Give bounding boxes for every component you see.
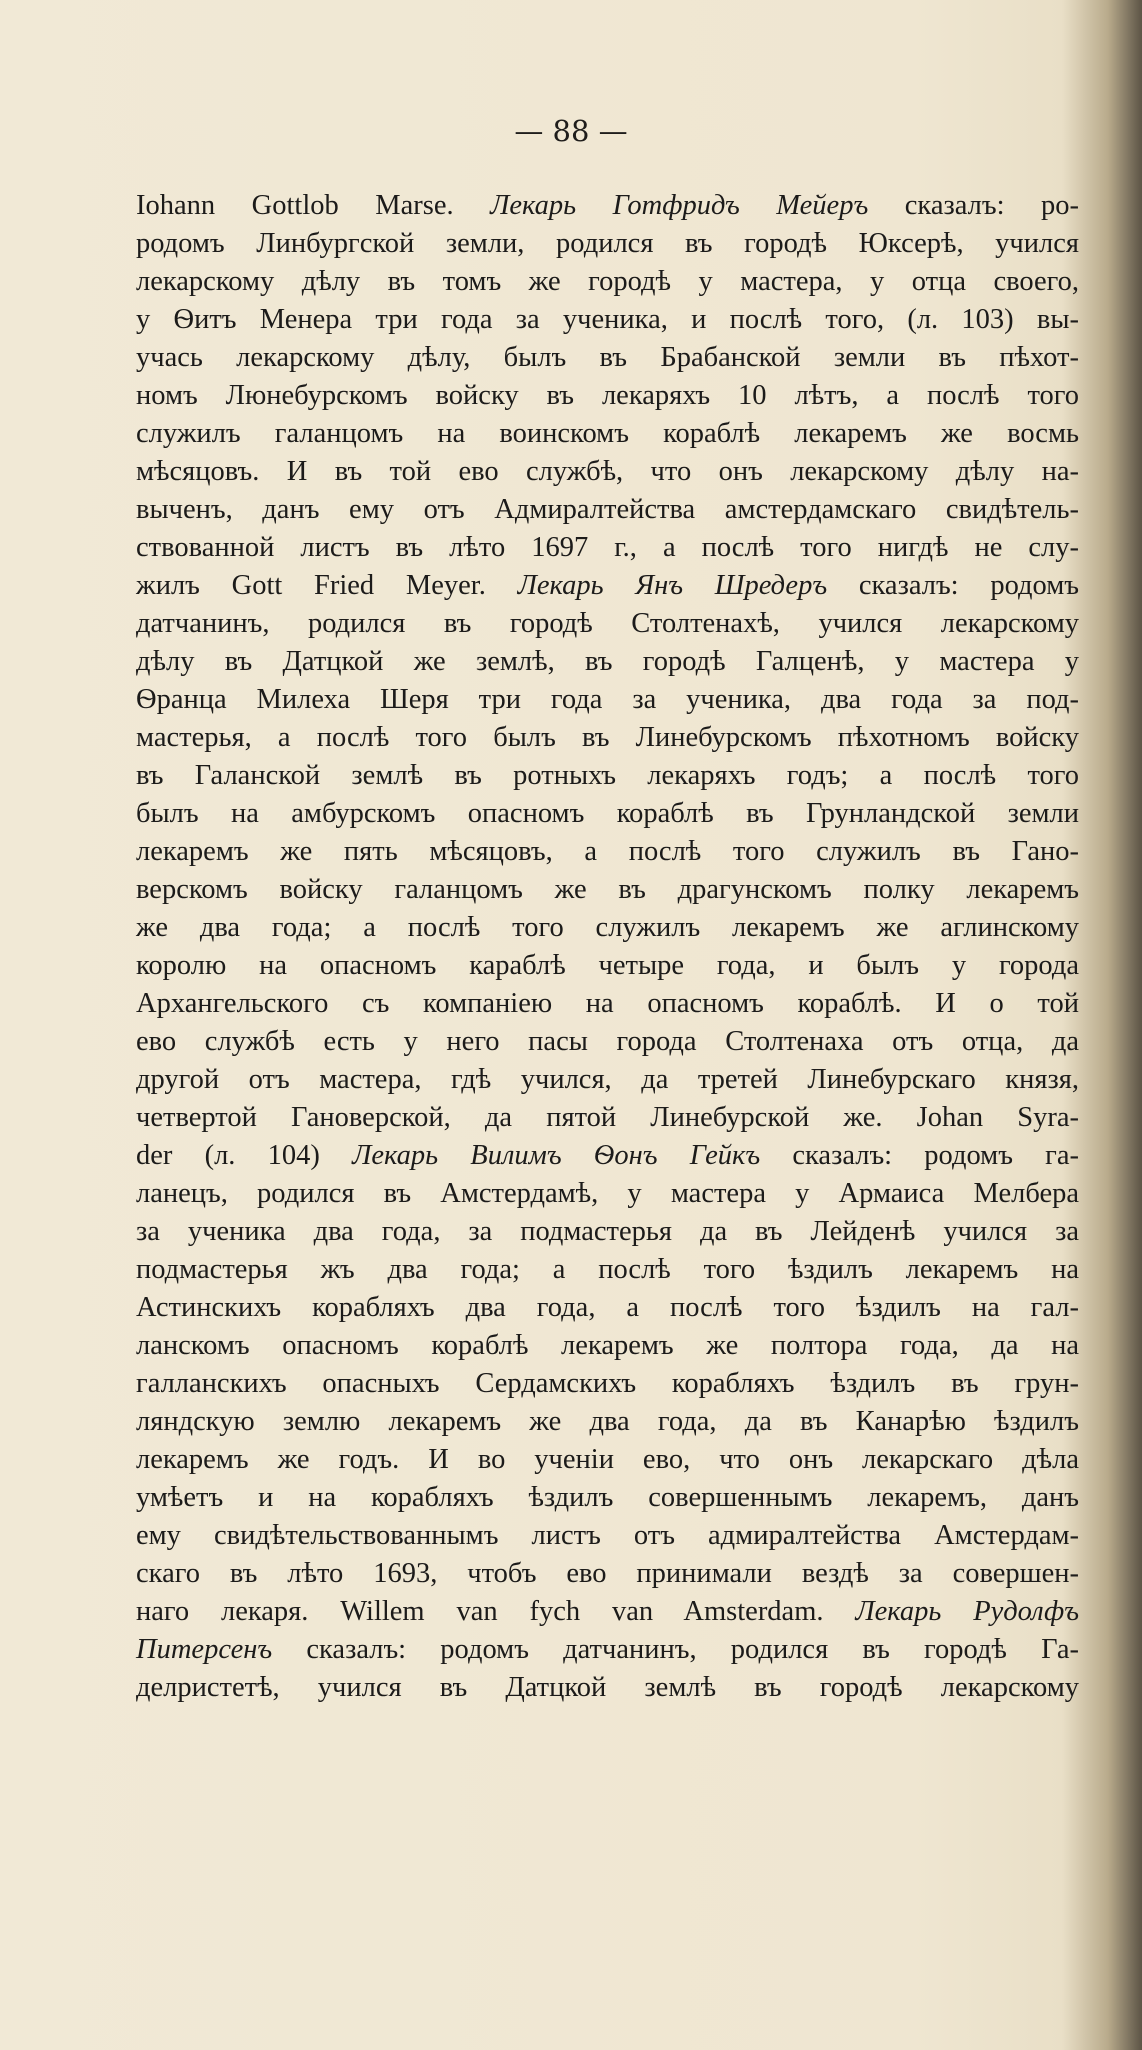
text-segment: лекаремъ же годъ. И во ученіи ево, что онъ лекарскаго дѣла xyxy=(136,1444,1079,1475)
text-segment: сказалъ: родомъ датчанинъ, родился въ городѣ Га- xyxy=(272,1634,1079,1665)
text-segment: сказалъ: родомъ xyxy=(827,570,1079,601)
text-segment: за ученика два года, за подмастерья да въ Лейденѣ учился за xyxy=(136,1216,1079,1247)
text-segment: сказалъ: родомъ га- xyxy=(760,1140,1079,1171)
text-segment: скаго въ лѣто 1693, чтобъ ево принимали вездѣ за совершен- xyxy=(136,1558,1079,1589)
italic-name-segment: Лекарь Янъ Шредеръ xyxy=(517,570,828,601)
text-segment: Ѳранца Милеха Шеря три года за ученика, два года за под- xyxy=(136,684,1079,715)
text-line xyxy=(136,1213,1079,1251)
text-line xyxy=(136,643,1079,681)
text-line xyxy=(136,1555,1079,1593)
text-segment: у Ѳитъ Менера три года за ученика, и послѣ того, (л. 103) вы- xyxy=(136,304,1079,335)
text-line xyxy=(136,947,1079,985)
text-segment: лекаремъ же пять мѣсяцовъ, а послѣ того служилъ въ Гано- xyxy=(136,836,1079,867)
text-segment: мѣсяцовъ. И въ той ево службѣ, что онъ лекарскому дѣлу на- xyxy=(136,456,1079,487)
text-line xyxy=(136,453,1079,491)
text-segment: Архангельского съ компаніею на опасномъ кораблѣ. И о той xyxy=(136,988,1079,1019)
text-segment: жилъ Gott Fried Meyer. xyxy=(136,570,518,601)
text-line xyxy=(136,719,1079,757)
text-line xyxy=(136,1517,1079,1555)
text-line xyxy=(136,187,1079,225)
text-line xyxy=(136,1631,1079,1669)
text-line xyxy=(136,833,1079,871)
text-segment: учась лекарскому дѣлу, былъ въ Брабанской земли въ пѣхот- xyxy=(136,342,1079,373)
text-segment: мастерья, а послѣ того былъ въ Линебурскомъ пѣхотномъ войску xyxy=(136,722,1079,753)
text-line xyxy=(136,757,1079,795)
text-segment: другой отъ мастера, гдѣ учился, да третей Линебурскаго князя, xyxy=(136,1064,1079,1095)
text-line xyxy=(136,605,1079,643)
text-line xyxy=(136,1175,1079,1213)
text-segment: дѣлу въ Датцкой же землѣ, въ городѣ Галценѣ, у мастера у xyxy=(136,646,1079,677)
text-segment: королю на опасномъ караблѣ четыре года, и былъ у города xyxy=(136,950,1079,981)
text-segment: верскомъ войску галанцомъ же въ драгунскомъ полку лекаремъ xyxy=(136,874,1079,905)
text-segment: ляндскую землю лекаремъ же два года, да въ Канарѣю ѣздилъ xyxy=(136,1406,1079,1437)
italic-name-segment: Лекарь Рудолфъ xyxy=(855,1596,1079,1627)
text-line xyxy=(136,491,1079,529)
text-segment: родомъ Линбургской земли, родился въ городѣ Юксерѣ, учился xyxy=(136,228,1079,259)
text-segment: лекарскому дѣлу въ томъ же городѣ у мастера, у отца своего, xyxy=(136,266,1079,297)
text-line xyxy=(136,225,1079,263)
text-segment: ему свидѣтельствованнымъ листъ отъ адмиралтейства Амстердам- xyxy=(136,1520,1079,1551)
text-segment: наго лекаря. Willem van fych van Amsterdam. xyxy=(136,1596,856,1627)
text-line xyxy=(136,909,1079,947)
text-line xyxy=(136,301,1079,339)
text-segment: же два года; а послѣ того служилъ лекаремъ же аглинскому xyxy=(136,912,1079,943)
text-line xyxy=(136,795,1079,833)
text-segment: умѣетъ и на корабляхъ ѣздилъ совершеннымъ лекаремъ, данъ xyxy=(136,1482,1079,1513)
text-line xyxy=(136,263,1079,301)
body-text xyxy=(136,187,1079,1707)
text-line xyxy=(136,1061,1079,1099)
text-line xyxy=(136,1669,1079,1707)
text-line xyxy=(136,415,1079,453)
text-line xyxy=(136,1289,1079,1327)
text-segment: служилъ галанцомъ на воинскомъ кораблѣ лекаремъ же восмь xyxy=(136,418,1079,449)
text-line xyxy=(136,529,1079,567)
text-segment: ланецъ, родился въ Амстердамѣ, у мастера у Армаиса Мелбера xyxy=(136,1178,1079,1209)
text-segment: номъ Люнебурскомъ войску въ лекаряхъ 10 лѣтъ, а послѣ того xyxy=(136,380,1079,411)
text-line xyxy=(136,1251,1079,1289)
text-segment: въ Галанской землѣ въ ротныхъ лекаряхъ годъ; а послѣ того xyxy=(136,760,1079,791)
text-line xyxy=(136,339,1079,377)
text-line xyxy=(136,985,1079,1023)
text-line xyxy=(136,871,1079,909)
text-segment: ланскомъ опасномъ кораблѣ лекаремъ же полтора года, да на xyxy=(136,1330,1079,1361)
text-line xyxy=(136,1137,1079,1175)
text-line xyxy=(136,1327,1079,1365)
text-segment: делристетѣ, учился въ Датцкой землѣ въ городѣ лекарскому xyxy=(136,1672,1079,1703)
text-line xyxy=(136,681,1079,719)
text-line xyxy=(136,1479,1079,1517)
italic-name-segment: Лекарь Вилимъ Ѳонъ Гейкъ xyxy=(352,1140,761,1171)
text-segment: выченъ, данъ ему отъ Адмиралтейства амстердамскаго свидѣтель- xyxy=(136,494,1079,525)
text-segment: былъ на амбурскомъ опасномъ кораблѣ въ Грунландской земли xyxy=(136,798,1079,829)
text-line xyxy=(136,567,1079,605)
text-line xyxy=(136,1403,1079,1441)
page-number: — 88 — xyxy=(514,114,628,148)
text-line xyxy=(136,1441,1079,1479)
text-segment: четвертой Гановерской, да пятой Линебурской же. Johan Syra- xyxy=(136,1102,1079,1133)
italic-name-segment: Лекарь Готфридъ Мейеръ xyxy=(490,190,869,221)
text-segment: Астинскихъ корабляхъ два года, а послѣ того ѣздилъ на гал- xyxy=(136,1292,1079,1323)
text-line xyxy=(136,1365,1079,1403)
text-segment: Iohann Gottlob Marse. xyxy=(136,190,491,221)
text-segment: сказалъ: ро- xyxy=(868,190,1080,221)
text-segment: галланскихъ опасныхъ Сердамскихъ корабляхъ ѣздилъ въ грун- xyxy=(136,1368,1079,1399)
text-line xyxy=(136,1593,1079,1631)
text-segment: подмастерья жъ два года; а послѣ того ѣздилъ лекаремъ на xyxy=(136,1254,1079,1285)
text-segment: датчанинъ, родился въ городѣ Столтенахѣ, учился лекарскому xyxy=(136,608,1079,639)
text-segment: ствованной листъ въ лѣто 1697 г., а послѣ того нигдѣ не слу- xyxy=(136,532,1079,563)
text-segment: der (л. 104) xyxy=(136,1140,353,1171)
text-line xyxy=(136,377,1079,415)
text-line xyxy=(136,1099,1079,1137)
text-line xyxy=(136,1023,1079,1061)
text-segment: ево службѣ есть у него пасы города Столтенаха отъ отца, да xyxy=(136,1026,1079,1057)
italic-name-segment: Питерсенъ xyxy=(136,1634,273,1665)
